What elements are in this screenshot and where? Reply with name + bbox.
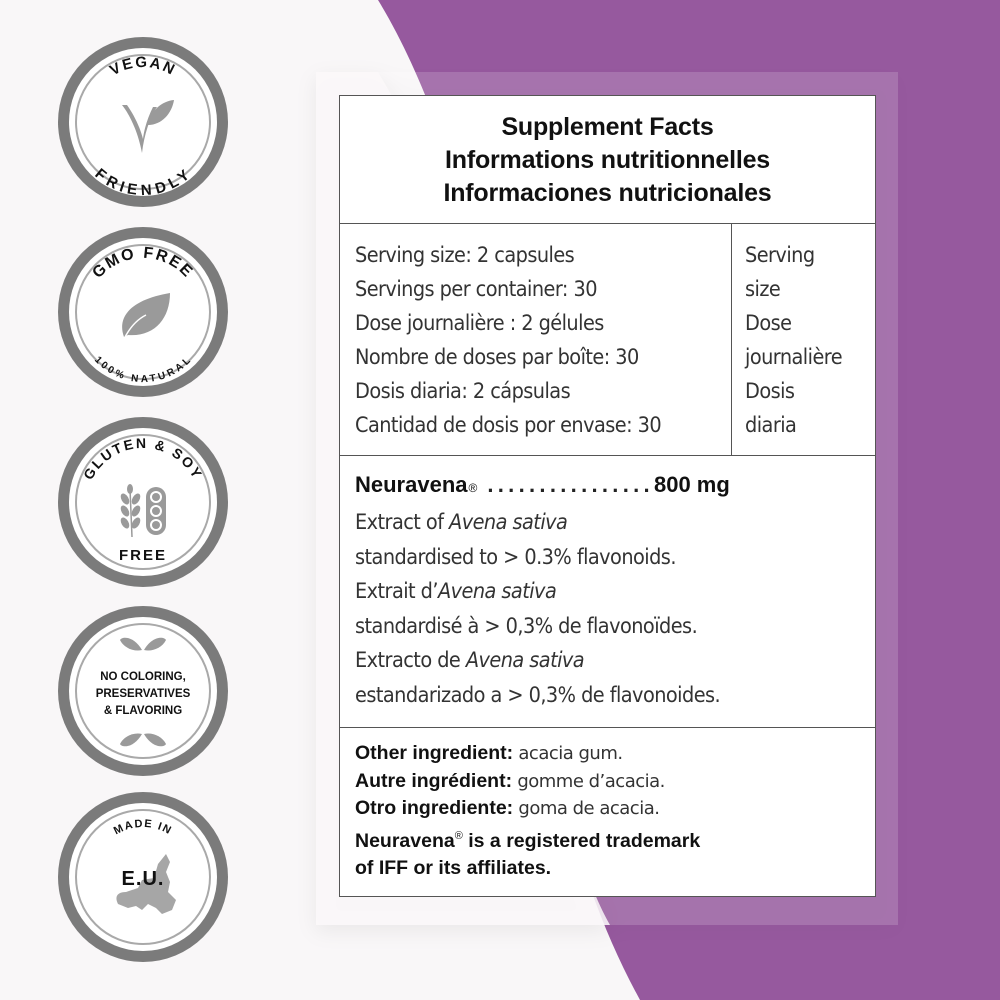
registered-mark: ®	[468, 481, 478, 495]
title-en: Supplement Facts	[501, 113, 714, 141]
trademark-line-1: Neuravena® is a registered trademark	[355, 829, 701, 852]
serving-header-line: Dosis	[745, 379, 795, 403]
svg-text:FRIENDLY: FRIENDLY	[91, 165, 195, 200]
svg-text:NO COLORING,: NO COLORING,	[100, 671, 186, 683]
trademark-line-2: of IFF or its affiliates.	[355, 857, 552, 879]
ingredient-desc-line: standardised to > 0.3% flavonoids.	[355, 544, 676, 569]
svg-text:GLUTEN & SOY: GLUTEN & SOY	[79, 434, 207, 483]
europe-map-icon	[58, 792, 228, 962]
vegan-friendly-badge	[58, 37, 228, 207]
serving-info	[340, 224, 732, 455]
serving-header-line: size	[745, 277, 781, 301]
serving-header-line: diaria	[745, 413, 797, 437]
svg-text:VEGAN: VEGAN	[107, 53, 179, 80]
serving-line: Dose journalière : 2 gélules	[355, 311, 604, 335]
serving-line: Nombre de doses par boîte: 30	[355, 345, 639, 369]
title-es: Informaciones nutricionales	[443, 179, 772, 207]
other-ingredient-fr: Autre ingrédient: gomme d’acacia.	[355, 769, 665, 792]
ingredient-amount: 800 mg	[653, 472, 730, 497]
leaves-icon	[58, 606, 228, 776]
other-ingredient-en: Other ingredient: acacia gum.	[355, 742, 623, 764]
serving-header-line: journalière	[745, 345, 843, 369]
svg-text:FREE: FREE	[118, 547, 168, 564]
svg-text:100% NATURAL: 100% NATURAL	[92, 354, 194, 386]
serving-section	[340, 224, 875, 456]
wheat-soy-icon	[58, 417, 228, 587]
serving-column-header	[732, 224, 875, 455]
gluten-soy-free-badge	[58, 417, 228, 587]
active-ingredient-section	[340, 456, 875, 728]
serving-line: Cantidad de dosis por envase: 30	[355, 413, 662, 437]
title-fr: Informations nutritionnelles	[445, 146, 770, 174]
svg-text:GMO FREE: GMO FREE	[89, 244, 197, 282]
facts-header	[340, 96, 875, 224]
dot-leader: ................	[487, 472, 654, 497]
serving-line: Serving size: 2 capsules	[355, 243, 575, 267]
other-ingredient-es: Otro ingrediente: goma de acacia.	[355, 797, 660, 819]
ingredient-name: Neuravena	[355, 472, 468, 497]
ingredient-title-row	[355, 468, 875, 505]
serving-header-line: Serving	[745, 243, 815, 267]
serving-line: Dosis diaria: 2 cápsulas	[355, 379, 571, 403]
ingredient-desc-line: estandarizado a > 0,3% de flavonoides.	[355, 682, 721, 707]
serving-header-line: Dose	[745, 311, 792, 335]
ingredient-desc-line: Extrait d’Avena sativa	[355, 579, 557, 603]
made-in-eu-badge	[58, 792, 228, 962]
ingredient-desc-line: Extracto de Avena sativa	[355, 648, 585, 672]
ingredient-desc-line: standardisé à > 0,3% de flavonoïdes.	[355, 613, 698, 638]
svg-text:E.U.: E.U.	[121, 868, 165, 890]
svg-text:MADE IN: MADE IN	[111, 817, 175, 838]
supplement-facts-table	[339, 95, 876, 897]
other-ingredients-section	[340, 728, 875, 896]
no-additives-badge	[58, 606, 228, 776]
leaf-icon	[58, 227, 228, 397]
gmo-free-badge	[58, 227, 228, 397]
ingredient-desc-line: Extract of Avena sativa	[355, 510, 568, 534]
vegan-v-leaf-icon	[58, 37, 228, 207]
serving-line: Servings per container: 30	[355, 277, 597, 301]
svg-text:& FLAVORING: & FLAVORING	[103, 705, 183, 717]
svg-text:PRESERVATIVES: PRESERVATIVES	[95, 688, 191, 700]
